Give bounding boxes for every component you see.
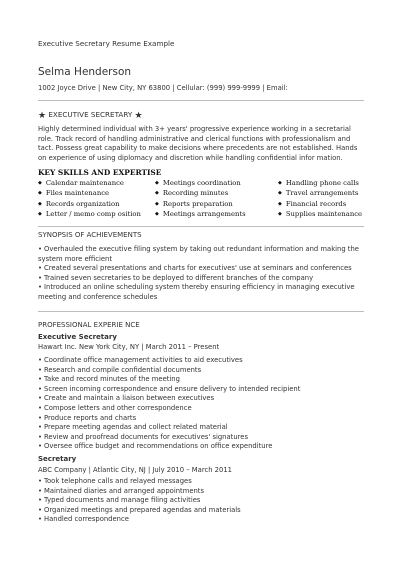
job-duties-list bbox=[38, 477, 368, 525]
skills-grid bbox=[38, 179, 368, 221]
document-title: Executive Secretary Resume Example bbox=[38, 39, 175, 48]
skills-heading: KEY SKILLS AND EXPERTISE bbox=[38, 168, 162, 177]
achievement-item: • Trained seven secretaries to be deployed to different branches of the company bbox=[38, 274, 368, 284]
achievements-list bbox=[38, 245, 368, 303]
divider bbox=[38, 226, 364, 227]
duty-item: • Produce reports and charts bbox=[38, 414, 368, 424]
skill-item: ◆ Financial records bbox=[278, 200, 368, 210]
duty-item: • Prepare meeting agendas and collect related material bbox=[38, 423, 368, 433]
skill-item: ◆ Files maintenance bbox=[38, 189, 155, 199]
duty-item: • Research and compile confidential documents bbox=[38, 366, 368, 376]
achievement-item: • Introduced an online scheduling system thereby ensuring efficiency in managing executive bbox=[38, 283, 368, 293]
role-title: EXECUTIVE SECRETARY bbox=[48, 110, 133, 119]
duty-item: • Coordinate office management activities to aid executives bbox=[38, 356, 368, 366]
role-heading bbox=[38, 110, 143, 120]
duty-item: • Organized meetings and prepared agendas and materials bbox=[38, 506, 368, 516]
divider bbox=[38, 100, 364, 101]
duty-item: • Review and proofread documents for executives' signatures bbox=[38, 433, 368, 443]
achievement-item: • Overhauled the executive filing system by taking out redundant information and making the bbox=[38, 245, 368, 255]
skill-item: ◆ Recording minutes bbox=[155, 189, 278, 199]
job-title: Executive Secretary bbox=[38, 333, 117, 341]
duty-item: • Oversee office budget and recommendations on office expenditure bbox=[38, 442, 368, 452]
achievements-heading: SYNOPSIS OF ACHIEVEMENTS bbox=[38, 231, 142, 239]
skill-item: ◆ Supplies maintenance bbox=[278, 210, 368, 220]
skill-item: ◆ Calendar maintenance bbox=[38, 179, 155, 189]
skill-item: ◆ Records organization bbox=[38, 200, 155, 210]
duty-item: • Compose letters and other correspondence bbox=[38, 404, 368, 414]
skill-item: ◆ Letter / memo comp osition bbox=[38, 210, 155, 220]
skill-item: ◆ Travel arrangements bbox=[278, 189, 368, 199]
divider bbox=[38, 311, 364, 312]
skill-item: ◆ Handling phone calls bbox=[278, 179, 368, 189]
duty-item: • Handled correspondence bbox=[38, 515, 368, 525]
job-duties-list bbox=[38, 356, 368, 452]
duty-item: • Typed documents and manage filing activities bbox=[38, 496, 368, 506]
skill-item: ◆ Meetings arrangements bbox=[155, 210, 278, 220]
star-icon: ★ bbox=[38, 111, 47, 121]
job-meta: Hawart Inc. New York City, NY | March 2011 – Present bbox=[38, 343, 220, 351]
candidate-name: Selma Henderson bbox=[38, 66, 132, 78]
duty-item: • Maintained diaries and arranged appointments bbox=[38, 487, 368, 497]
achievement-item: meeting and conference schedules bbox=[38, 292, 158, 301]
duty-item: • Take and record minutes of the meeting bbox=[38, 375, 368, 385]
job-title: Secretary bbox=[38, 455, 77, 463]
duty-item: • Took telephone calls and relayed messages bbox=[38, 477, 368, 487]
experience-heading: PROFESSIONAL EXPERIE NCE bbox=[38, 321, 140, 329]
star-icon: ★ bbox=[134, 111, 143, 121]
achievement-item: system more efficient bbox=[38, 254, 113, 263]
summary-paragraph: Highly determined individual with 3+ years' progressive experience working in a secretarial role. Track record of handling administrative and clerical functions with professionalism and tact. Possess great capability to make decisions where precedents are not established. Hands on experience of using diplomacy and discretion while handling confidential infor mation. bbox=[38, 125, 358, 162]
contact-line: 1002 Joyce Drive | New City, NY 63800 | Cellular: (999) 999-9999 | Email: bbox=[38, 84, 288, 92]
skill-item: ◆ Reports preparation bbox=[155, 200, 278, 210]
duty-item: • Screen incoming correspondence and ensure delivery to intended recipient bbox=[38, 385, 368, 395]
job-meta: ABC Company | Atlantic City, NJ | July 2010 – March 2011 bbox=[38, 466, 232, 474]
achievement-item: • Created several presentations and charts for executives' use at seminars and conferences bbox=[38, 264, 368, 274]
duty-item: • Create and maintain a liaison between executives bbox=[38, 394, 368, 404]
skill-item: ◆ Meetings coordination bbox=[155, 179, 278, 189]
